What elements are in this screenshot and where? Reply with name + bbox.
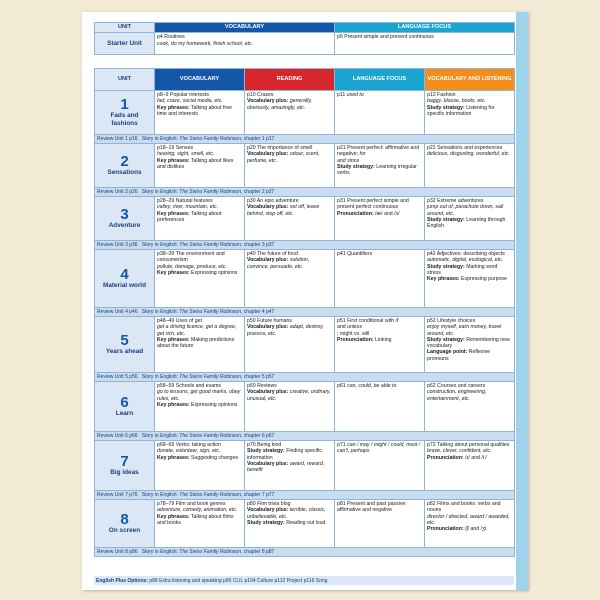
cell-text: p32 Extreme adventures: [427, 198, 484, 205]
unit-row: [95, 317, 515, 373]
cell-text-rest: generally, obviously, amazingly, etc.: [247, 98, 312, 111]
cell-line: [427, 217, 512, 229]
cell-line: [157, 251, 242, 263]
review-label: Review Unit 5 p56: [97, 374, 138, 380]
cell-text-rest: creative, ordinary, unusual, etc.: [247, 389, 331, 402]
unit-cell: [95, 500, 155, 548]
cell-line: [427, 455, 512, 461]
cell-text: Pronunciation:: [427, 526, 464, 533]
cell-text: fad, craze, social media, etc.: [157, 98, 223, 105]
unit-lang-cell: [335, 441, 425, 491]
cell-text-rest: terrible, classic, unbelievable, etc.: [247, 507, 326, 520]
cell-text: ; might vs. will: [337, 330, 370, 337]
unit-vocab-cell: [155, 441, 245, 491]
unit-row: [95, 382, 515, 432]
story-title: The Swiss Family Robinson: [179, 374, 241, 380]
cell-text: p62 Courses and careers: [427, 383, 486, 390]
cell-text-rest: Finding specific information: [247, 448, 322, 461]
cell-text: p42 Adjectives: describing objects: [427, 251, 505, 258]
cell-line: [427, 337, 512, 349]
cell-text: p82 Films and books: verbs and nouns: [427, 501, 501, 514]
cell-line: [427, 526, 512, 532]
unit-cell: [95, 91, 155, 135]
unit-vocab-cell: [155, 91, 245, 135]
cell-text-rest: Expressing purpose: [459, 276, 507, 283]
story-label: Story in English:: [141, 433, 178, 439]
cell-line: [427, 264, 512, 276]
cell-text: p68–69 Verbs: taking action: [157, 442, 222, 449]
unit-name: Adventure: [108, 221, 141, 229]
cell-text: Vocabulary plus:: [247, 98, 289, 105]
unit-number: 6: [120, 393, 129, 411]
story-chapter: , chapter 6 p67: [240, 433, 275, 439]
review-label: Review Unit 6 p66: [97, 433, 138, 439]
cell-text: enjoy myself, earn money, travel around, etc.: [427, 324, 502, 337]
cell-line: [427, 204, 512, 216]
review-label: Review Unit 1 p16: [97, 136, 138, 142]
cell-line: [157, 211, 242, 223]
unit-number: 7: [120, 452, 129, 470]
cell-text: brave, clever, confident, etc.: [427, 448, 492, 455]
story-title: The Swiss Family Robinson: [179, 136, 241, 142]
cell-text: p31 Present perfect simple and present perfect continuous: [337, 198, 409, 211]
unit-vl-cell: [425, 382, 515, 432]
cell-text: p38–39 The environment and consumerism: [157, 251, 225, 264]
unit-reading-cell: [245, 91, 335, 135]
cell-text: Vocabulary plus:: [247, 151, 289, 158]
unit-row: [95, 144, 515, 188]
units-table: [94, 68, 515, 557]
cell-text: p81 Present and past passive: affirmative and negative: [337, 501, 407, 514]
cell-text-rest: used to: [346, 92, 364, 99]
unit-number: 5: [120, 331, 129, 349]
cell-text: Key phrases:: [157, 157, 190, 164]
unit-vl-cell: [425, 500, 515, 548]
cell-line: [247, 151, 332, 163]
cell-text: Vocabulary plus:: [247, 324, 289, 331]
review-cell: [95, 373, 515, 382]
cell-text: Vocabulary plus:: [247, 460, 289, 467]
cell-text: director / directed, award / awarded, etc.: [427, 513, 510, 526]
cell-text-rest: Learning irregular verbs: [337, 163, 417, 177]
cell-line: [337, 164, 422, 176]
cell-text: go to lessons, get good marks, obey rules, etc.: [157, 389, 241, 402]
cell-text-rest: Expressing opinions: [189, 269, 238, 276]
cell-text: Pronunciation:: [427, 454, 464, 461]
unit-name: Material world: [103, 281, 146, 289]
unit-vl-cell: [425, 197, 515, 241]
unit-reading-cell: [245, 197, 335, 241]
cell-line: [247, 520, 332, 526]
cell-text: Study strategy:: [427, 104, 465, 111]
cell-text: p80 Film trivia blog: [247, 501, 291, 508]
unit-cell: [95, 317, 155, 373]
cell-text: hearing, sight, smell, etc.: [157, 151, 215, 158]
story-title: The Swiss Family Robinson: [179, 549, 241, 555]
cell-text: Key phrases:: [157, 401, 190, 408]
unit-number: 2: [120, 152, 129, 170]
unit-lang-cell: [335, 197, 425, 241]
unit-lang-cell: [335, 91, 425, 135]
cell-line: [337, 337, 422, 343]
unit-reading-cell: [245, 144, 335, 188]
unit-name: Years ahead: [105, 347, 144, 355]
cell-text: Key phrases:: [157, 104, 190, 111]
story-title: The Swiss Family Robinson: [179, 309, 241, 315]
cell-text: Key phrases:: [157, 336, 190, 343]
cell-line: [157, 455, 242, 461]
cell-text: donate, volunteer, sign, etc.: [157, 448, 221, 455]
cell-text-rest: unless: [347, 324, 363, 331]
unit-number: 8: [120, 510, 129, 528]
story-label: Story in English:: [141, 189, 178, 195]
cell-text: valley, river, mountain, etc.: [157, 204, 219, 211]
cell-line: [337, 92, 422, 98]
unit-reading-cell: [245, 441, 335, 491]
cell-text: Key phrases:: [157, 269, 190, 276]
cell-line: [337, 442, 422, 454]
header-reading: READING: [245, 69, 335, 91]
story-title: The Swiss Family Robinson: [179, 242, 241, 248]
cell-text-rest: /æ/ and /ʌ/: [373, 210, 400, 217]
cell-text-rest: Suggesting changes: [189, 454, 239, 461]
starter-header-unit: UNIT: [95, 23, 155, 33]
cell-text: p30 An epic adventure: [247, 198, 299, 205]
unit-vl-cell: [425, 317, 515, 373]
cell-text: adventure, comedy, animation, etc.: [157, 507, 238, 514]
header-vocabulary-and-listening: VOCABULARY AND LISTENING: [425, 69, 515, 91]
cell-line: [337, 211, 422, 217]
header-language-focus: LANGUAGE FOCUS: [335, 69, 425, 91]
cell-line: [337, 501, 422, 513]
cell-text: p52 Lifestyle choices: [427, 318, 476, 325]
cell-line: [157, 105, 242, 117]
cell-text-rest: adapt, destroy, process, etc.: [247, 324, 324, 337]
unit-number: 4: [120, 265, 129, 283]
unit-lang-cell: [335, 317, 425, 373]
unit-vl-cell: [425, 144, 515, 188]
cell-text: Key phrases:: [157, 454, 190, 461]
cell-line: [427, 105, 512, 117]
cell-text-rest: Making predictions about the future: [157, 336, 235, 350]
story-title: The Swiss Family Robinson: [179, 433, 241, 439]
cell-text-rest: Reflexive pronouns: [427, 349, 491, 362]
review-cell: [95, 308, 515, 317]
unit-row: [95, 250, 515, 308]
review-label: Review Unit 2 p26: [97, 189, 138, 195]
cell-text: p28–29 Natural features: [157, 198, 213, 205]
cell-text-rest: Talking about likes and dislikes: [157, 157, 234, 170]
cell-text: automatic, digital, ecological, etc.: [427, 257, 504, 264]
unit-cell: [95, 382, 155, 432]
unit-vocab-cell: [155, 250, 245, 308]
story-chapter: , chapter 4 p47: [240, 309, 275, 315]
review-row: [95, 491, 515, 500]
english-plus-options: [94, 576, 514, 585]
starter-lang-cell: [335, 33, 515, 55]
cell-text-rest: Learning through English: [427, 216, 506, 230]
starter-header-language-focus: LANGUAGE FOCUS: [335, 23, 515, 33]
unit-reading-cell: [245, 250, 335, 308]
starter-lang-text: p5 Present simple and present continuous: [337, 34, 434, 41]
unit-lang-cell: [335, 382, 425, 432]
unit-row: [95, 500, 515, 548]
cell-text-rest: Linking: [373, 336, 392, 343]
review-cell: [95, 188, 515, 197]
story-title: The Swiss Family Robinson: [179, 492, 241, 498]
cell-text: p8–9 Popular interests: [157, 92, 209, 99]
unit-row: [95, 91, 515, 135]
cell-line: [337, 198, 422, 210]
cell-text: p51 First conditional with: [337, 318, 396, 325]
cell-line: [427, 276, 512, 282]
cell-line: [427, 501, 512, 513]
cell-text: Language point:: [427, 349, 468, 356]
cell-text: Study strategy:: [427, 216, 465, 223]
review-row: [95, 188, 515, 197]
unit-name: Learn: [115, 409, 134, 417]
cell-text-rest: can / may / might / could, must / can't, perhaps: [337, 442, 421, 455]
review-row: [95, 308, 515, 317]
cell-text: p20 The importance of smell: [247, 145, 313, 152]
unit-row: [95, 197, 515, 241]
unit-vocab-cell: [155, 317, 245, 373]
cell-line: [247, 324, 332, 336]
starter-header-vocabulary: VOCABULARY: [155, 23, 335, 33]
cell-line: [247, 257, 332, 269]
cell-text: Study strategy:: [427, 336, 465, 343]
cell-line: [157, 337, 242, 349]
review-row: [95, 548, 515, 557]
cell-text: delicious, disgusting, wonderful, etc.: [427, 151, 511, 158]
cell-line: [337, 251, 422, 257]
cell-text: p60 Reviews: [247, 383, 277, 390]
unit-cell: [95, 144, 155, 188]
story-chapter: , chapter 5 p57: [240, 374, 275, 380]
cell-text: Pronunciation:: [337, 336, 374, 343]
cell-text-rest: since: [347, 157, 360, 164]
cell-text-rest: award, reward, benefit: [247, 460, 325, 474]
unit-cell: [95, 250, 155, 308]
story-label: Story in English:: [141, 492, 178, 498]
cell-line: [157, 389, 242, 401]
cell-line: [337, 383, 422, 389]
cell-text: Vocabulary plus:: [247, 204, 289, 211]
cell-text: p40 The future of food: [247, 251, 298, 258]
review-row: [95, 241, 515, 250]
review-row: [95, 135, 515, 144]
cell-line: [427, 151, 512, 157]
review-cell: [95, 548, 515, 557]
cell-text: p58–59 Schools and exams: [157, 383, 222, 390]
review-label: Review Unit 7 p76: [97, 492, 138, 498]
unit-vocab-cell: [155, 500, 245, 548]
cell-text: pollute, damage, produce, etc.: [157, 263, 227, 270]
unit-reading-cell: [245, 382, 335, 432]
cell-line: [247, 389, 332, 401]
cell-line: [247, 507, 332, 519]
story-chapter: , chapter 3 p37: [240, 242, 275, 248]
cell-text: p41 Quantifiers: [337, 251, 373, 258]
review-cell: [95, 491, 515, 500]
unit-number: 1: [120, 95, 129, 113]
starter-unit-cell: [95, 33, 155, 55]
cell-line: [157, 270, 242, 276]
cell-text: p48–49 Uses of get: [157, 318, 202, 325]
cell-text: get a driving licence, get a degree, get rich, etc.: [157, 324, 237, 337]
unit-name: Fads and fashions: [110, 111, 139, 127]
cell-line: [337, 145, 422, 157]
cell-text: p10 Crazes: [247, 92, 274, 99]
cell-line: [247, 448, 332, 460]
unit-vocab-cell: [155, 197, 245, 241]
cell-text: p12 Fashion: [427, 92, 456, 99]
header-unit: UNIT: [95, 69, 155, 91]
cell-text-rest: Remembering new vocabulary: [427, 336, 510, 350]
cell-text-rest: Reading out loud: [284, 519, 326, 526]
review-cell: [95, 135, 515, 144]
unit-name: Sensations: [107, 168, 142, 176]
cell-text: Study strategy:: [427, 263, 465, 270]
cell-text-rest: odour, scent, perfume, etc.: [247, 151, 320, 164]
review-label: Review Unit 3 p36: [97, 242, 138, 248]
cell-text: p22 Sensations and experiences: [427, 145, 503, 152]
cell-text-rest: Talking about preferences: [157, 210, 222, 223]
cell-line: [427, 324, 512, 336]
cell-line: [157, 514, 242, 526]
cell-text: Vocabulary plus:: [247, 507, 289, 514]
cell-text: Pronunciation:: [337, 210, 374, 217]
cell-line: [427, 514, 512, 526]
cell-text-rest: /ʃ/ and /ʒ/: [463, 526, 487, 533]
cell-line: [247, 204, 332, 216]
story-label: Story in English:: [141, 549, 178, 555]
starter-vocab-page: p4 Routines: [157, 34, 185, 41]
review-cell: [95, 432, 515, 441]
unit-lang-cell: [335, 144, 425, 188]
unit-number: 3: [120, 205, 129, 223]
syllabus-page: [82, 12, 528, 590]
story-chapter: , chapter 2 p27: [240, 189, 275, 195]
review-row: [95, 373, 515, 382]
cell-text: p70 Being kind: [247, 442, 282, 449]
story-chapter: , chapter 7 p77: [240, 492, 275, 498]
cell-text: Key phrases:: [157, 513, 190, 520]
unit-name: On screen: [108, 526, 141, 534]
starter-unit-name: Starter Unit: [107, 39, 142, 47]
story-chapter: , chapter 8 p87: [240, 549, 275, 555]
cell-text: p50 Future humans: [247, 318, 292, 325]
unit-vl-cell: [425, 441, 515, 491]
cell-text-rest: set off, leave behind, stop off, etc.: [247, 204, 320, 217]
cell-text: p72 Talking about personal qualities: [427, 442, 510, 449]
unit-lang-cell: [335, 250, 425, 308]
cell-line: [247, 461, 332, 473]
cell-text: p11: [337, 92, 347, 99]
cell-text: Key phrases:: [427, 276, 460, 283]
cell-text-rest: Expressing opinions: [189, 401, 238, 408]
starter-unit-table: [94, 22, 515, 55]
review-cell: [95, 241, 515, 250]
unit-vocab-cell: [155, 144, 245, 188]
cell-text: p21 Present perfect: affirmative and negative;: [337, 145, 420, 158]
story-label: Story in English:: [141, 374, 178, 380]
cell-line: [157, 158, 242, 170]
cell-text: p78–79 Film and book genres: [157, 501, 226, 508]
story-label: Story in English:: [141, 309, 178, 315]
unit-name: Big ideas: [110, 468, 139, 476]
story-label: Story in English:: [141, 242, 178, 248]
cell-line: [247, 98, 332, 110]
cell-text: Study strategy:: [247, 519, 285, 526]
cell-text: Vocabulary plus:: [247, 389, 289, 396]
cell-line: [157, 324, 242, 336]
cell-text-rest: Talking about free time and interests: [157, 104, 232, 117]
cell-text: Vocabulary plus:: [247, 257, 289, 264]
cell-text: Study strategy:: [247, 448, 285, 455]
footer-label: English Plus Options:: [96, 577, 148, 584]
cell-text-rest: for: [359, 151, 366, 158]
review-label: Review Unit 8 p86: [97, 549, 138, 555]
cell-text: p61: [337, 383, 348, 390]
review-label: Review Unit 4 p46: [97, 309, 138, 315]
cell-text: baggy, blouse, boots, etc.: [427, 98, 486, 105]
header-vocabulary: VOCABULARY: [155, 69, 245, 91]
story-label: Story in English:: [141, 136, 178, 142]
starter-vocab-cell: [155, 33, 335, 55]
unit-row: [95, 441, 515, 491]
unit-cell: [95, 441, 155, 491]
cell-text-rest: /ɪ/ and /iː/: [463, 454, 487, 461]
unit-vl-cell: [425, 250, 515, 308]
footer-items: p88 Extra listening and speaking p96 CLIL p104 Culture p112 Project p116 Song: [149, 577, 328, 584]
cell-line: [427, 349, 512, 361]
cell-text: and: [337, 157, 348, 164]
cell-text: Study strategy:: [337, 163, 375, 170]
cell-text: and: [337, 324, 348, 331]
cell-text: construction, engineering, entertainment, etc.: [427, 389, 487, 402]
cell-text-rest: Listening for specific information: [427, 104, 495, 117]
cell-text: jump out of, parachute down, sail around, etc.: [427, 204, 504, 217]
cell-text-rest: can, could, be able to: [347, 383, 397, 390]
story-title: The Swiss Family Robinson: [179, 189, 241, 195]
cell-text: p18–19 Senses: [157, 145, 194, 152]
review-row: [95, 432, 515, 441]
unit-reading-cell: [245, 317, 335, 373]
unit-vocab-cell: [155, 382, 245, 432]
cell-text: p71: [337, 442, 348, 449]
unit-lang-cell: [335, 500, 425, 548]
unit-vl-cell: [425, 91, 515, 135]
starter-vocab-examples: cook, do my homework, finish school, etc.: [157, 40, 254, 47]
unit-reading-cell: [245, 500, 335, 548]
cell-text-rest: solution, convince, persuade, etc.: [247, 257, 310, 270]
cell-line: [427, 389, 512, 401]
cell-text-rest: if: [395, 318, 399, 325]
cell-line: [157, 402, 242, 408]
story-chapter: , chapter 1 p17: [240, 136, 275, 142]
page-edge-strip: [516, 12, 528, 590]
unit-cell: [95, 197, 155, 241]
cell-text-rest: Marking word stress: [427, 263, 498, 276]
cell-text: Key phrases:: [157, 210, 190, 217]
cell-text-rest: Talking about films and books: [157, 513, 234, 526]
